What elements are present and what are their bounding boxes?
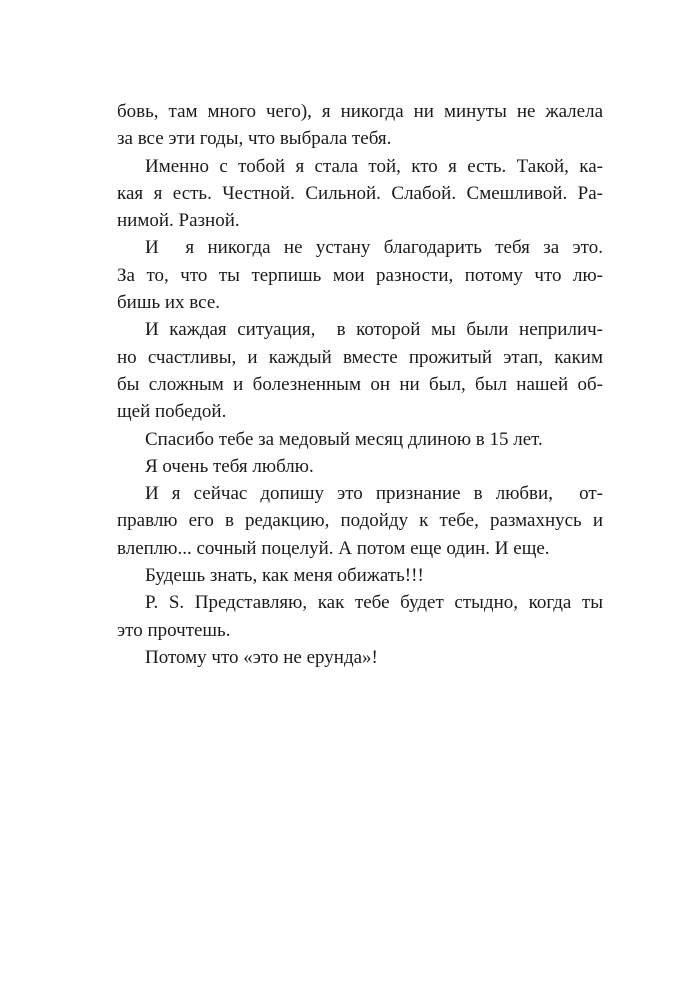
text-line: это прочтешь.	[117, 619, 231, 641]
text-line: И я никогда не устану благодарить тебя за это.	[145, 237, 603, 259]
text-line: влеплю... сочный поцелуй. А потом еще один. И еще.	[117, 537, 550, 559]
text-line: Будешь знать, как меня обижать!!!	[145, 565, 424, 587]
text-line: Я очень тебя люблю.	[145, 455, 314, 477]
text-line: бишь их все.	[117, 292, 221, 314]
text-line: правлю его в редакцию, подойду к тебе, размахнусь и	[117, 510, 603, 532]
text-line: кая я есть. Честной. Сильной. Слабой. Смешливой. Ра-	[117, 182, 603, 204]
text-line: за все эти годы, что выбрала тебя.	[117, 128, 392, 150]
body-text	[117, 98, 603, 671]
text-line: бовь, там много чего), я никогда ни минуты не жалела	[117, 101, 603, 122]
text-line: Потому что «это не ерунда»!	[145, 646, 378, 668]
text-line: Спасибо тебе за медовый месяц длиною в 15 лет.	[145, 428, 543, 450]
text-line: бы сложным и болезненным он ни был, был нашей об-	[117, 373, 603, 395]
text-line: За то, что ты терпишь мои разности, потому что лю-	[117, 264, 603, 286]
text-line: Именно с тобой я стала той, кто я есть. Такой, ка-	[145, 155, 603, 177]
text-line: И я сейчас допишу это признание в любви, от-	[145, 483, 603, 505]
text-line: щей победой.	[117, 401, 227, 423]
text-line: P. S. Представляю, как тебе будет стыдно, когда ты	[145, 592, 603, 614]
text-line: но счастливы, и каждый вместе прожитый этап, каким	[117, 346, 603, 368]
text-line: И каждая ситуация, в которой мы были неприлич-	[145, 319, 603, 341]
text-line: нимой. Разной.	[117, 210, 240, 232]
